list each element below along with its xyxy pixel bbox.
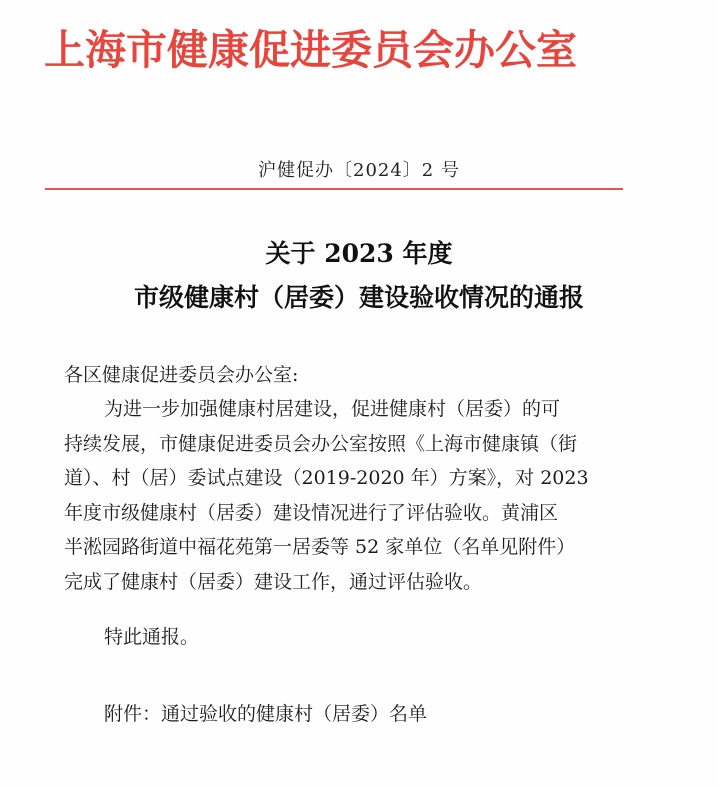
paragraph-line: 为进一步加强健康村居建设，促进健康村（居委）的可 bbox=[104, 398, 561, 420]
paragraph-line: 年度市级健康村（居委）建设情况进行了评估验收。黄浦区 bbox=[64, 501, 559, 524]
body-paragraph bbox=[64, 392, 624, 599]
paragraph-line: 持续发展，市健康促进委员会办公室按照《上海市健康镇（街 bbox=[64, 432, 578, 455]
paragraph-line: 完成了健康村（居委）建设工作，通过评估验收。 bbox=[64, 570, 483, 593]
document-title-line-1: 关于 2023 年度 bbox=[265, 239, 453, 268]
attachment-note: 附件：通过验收的健康村（居委）名单 bbox=[104, 703, 428, 725]
issuing-organization-header: 上海市健康促进委员会办公室 bbox=[44, 26, 577, 74]
document-title-line-2: 市级健康村（居委）建设验收情况的通报 bbox=[133, 283, 584, 312]
document-number: 沪健促办〔2024〕2 号 bbox=[258, 160, 460, 181]
red-divider-line bbox=[45, 188, 623, 190]
paragraph-line: 道）、村（居）委试点建设（2019-2020 年）方案》，对 2023 bbox=[64, 467, 589, 489]
salutation: 各区健康促进委员会办公室: bbox=[64, 364, 299, 386]
paragraph-line: 半淞园路街道中福花苑第一居委等 52 家单位（名单见附件） bbox=[64, 536, 576, 558]
closing-statement: 特此通报。 bbox=[104, 626, 200, 648]
